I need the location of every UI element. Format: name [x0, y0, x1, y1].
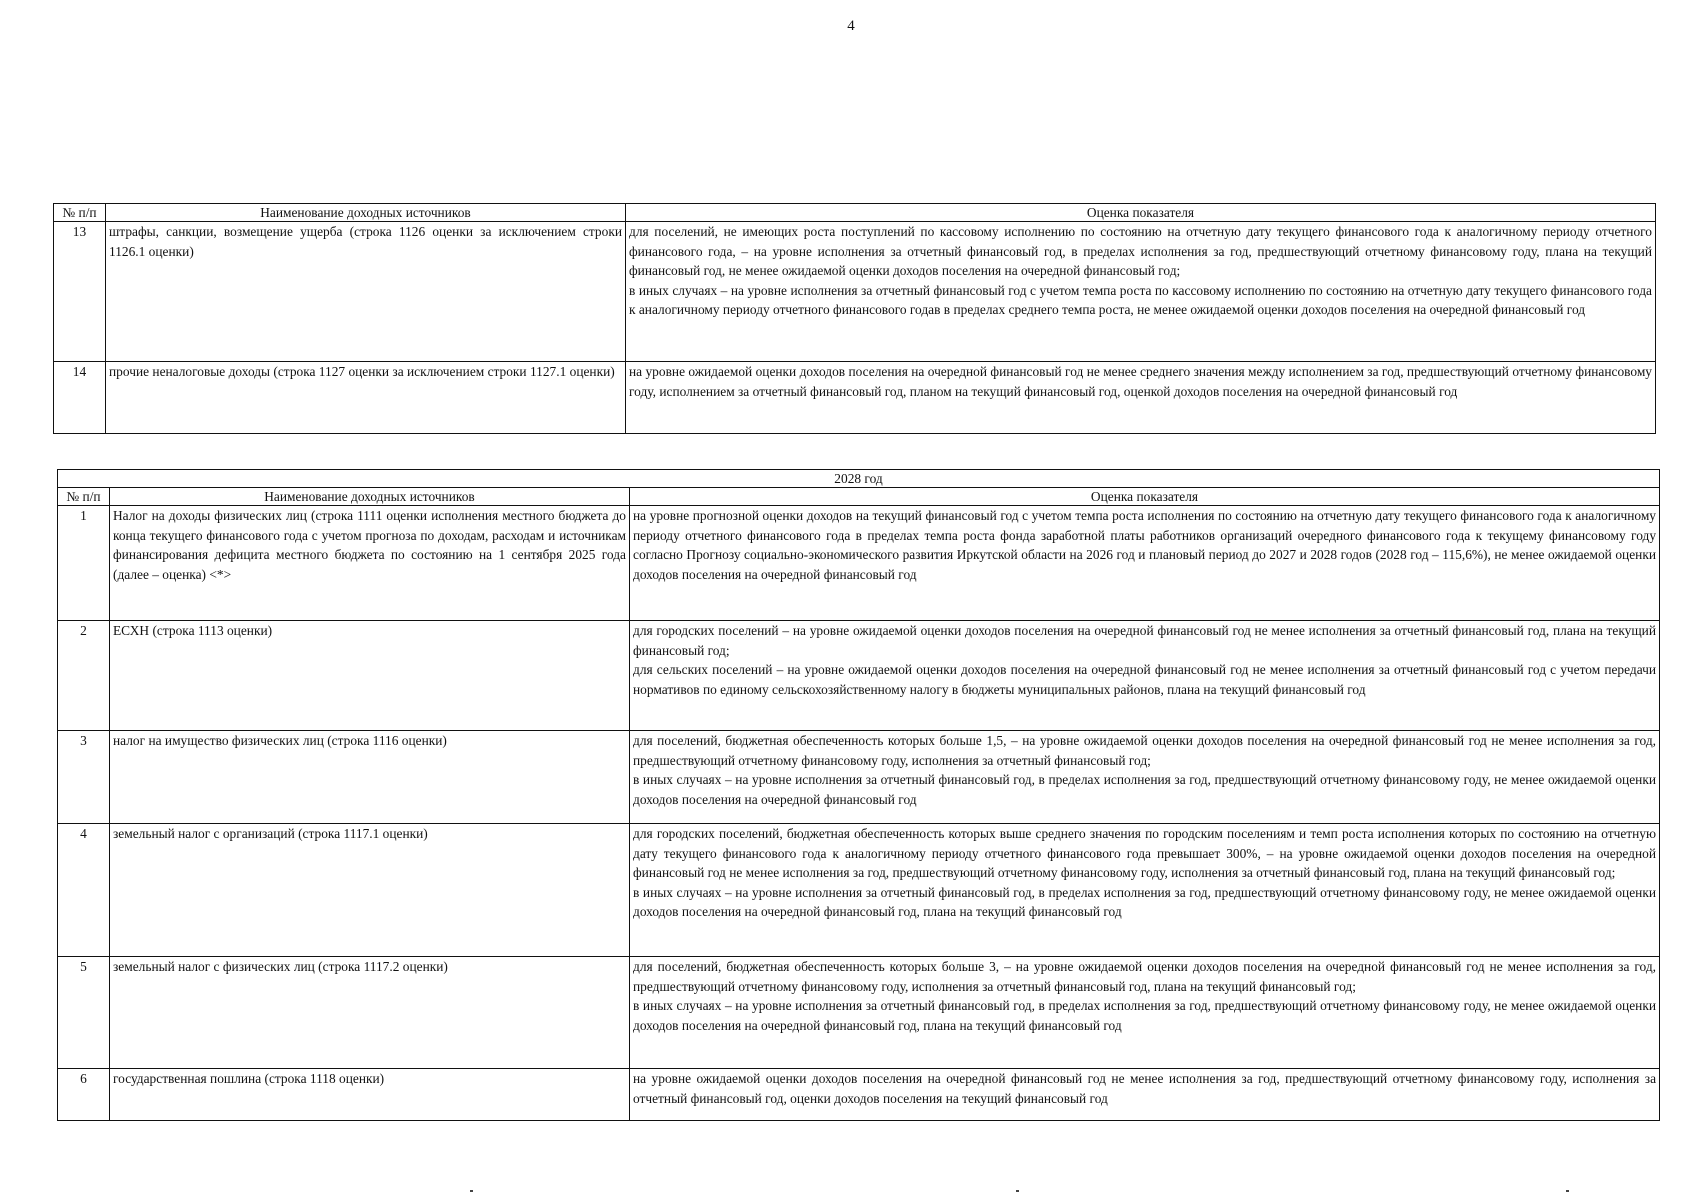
table-row	[58, 731, 1660, 824]
evaluation-paragraph: для сельских поселений – на уровне ожидаемой оценки доходов поселения на очередной финансовый год не менее исполнения за отчетный финансовый год с учетом передачи нормативов по единому сельскохозяйственному налогу в бюджеты муниципальных районов, плана на текущий финансовый год	[633, 662, 1657, 697]
revenue-source-name: штрафы, санкции, возмещение ущерба (строка 1126 оценки за исключением строки 1126.1 оценки)	[106, 222, 626, 362]
revenue-source-name: ЕСХН (строка 1113 оценки)	[110, 621, 630, 731]
evaluation-paragraph: на уровне прогнозной оценки доходов на текущий финансовый год с учетом темпа роста исполнения по состоянию на отчетную дату текущего финансового года к аналогичному периоду отчетного финансового года в пределах темпа роста фонда заработной платы работников организаций очередного финансового года к текущему финансовому году согласно Прогнозу социально-экономического развития Иркутской области на 2026 год и плановый период до 2027 и 2028 годов (2028 год – 115,6%), не менее ожидаемой оценки доходов поселения на очередной финансовый год	[633, 508, 1657, 582]
row-number: 13	[54, 222, 106, 362]
table-row	[54, 222, 1656, 362]
row-number: 2	[58, 621, 110, 731]
revenue-table-2028	[57, 469, 1660, 1121]
table-row	[58, 621, 1660, 731]
row-number: 4	[58, 824, 110, 957]
col-header-name: Наименование доходных источников	[110, 488, 630, 506]
evaluation-text	[630, 621, 1660, 731]
evaluation-paragraph: на уровне ожидаемой оценки доходов поселения на очередной финансовый год не менее среднего значения между исполнением за год, предшествующий отчетному финансовому году, исполнением за отчетный финансовый год, планом на текущий финансовый год, оценкой доходов поселения на очередной финансовый год	[629, 364, 1652, 399]
scan-artifact	[1016, 1190, 1019, 1192]
revenue-source-name: Налог на доходы физических лиц (строка 1111 оценки исполнения местного бюджета до конца текущего финансового года с учетом прогноза по доходам, расходам и источникам финансирования дефицита местного бюджета по состоянию на 1 сентября 2025 года (далее – оценка) <*>	[110, 506, 630, 621]
evaluation-paragraph: для городских поселений, бюджетная обеспеченность которых выше среднего значения по городским поселениям и темп роста исполнения которых по состоянию на отчетную дату текущего финансового года к аналогичному периоду отчетного финансового года превышает 300%, – на уровне ожидаемой оценки доходов поселения на очередной финансовый год не менее исполнения за год, предшествующий отчетному финансовому году, исполнения за отчетный финансовый год, плана на текущий финансовый год;	[633, 826, 1657, 880]
scan-artifact	[470, 1190, 473, 1192]
evaluation-text	[630, 506, 1660, 621]
table-row	[58, 506, 1660, 621]
table-row	[58, 957, 1660, 1069]
row-number: 5	[58, 957, 110, 1069]
evaluation-paragraph: для поселений, бюджетная обеспеченность которых больше 1,5, – на уровне ожидаемой оценки доходов поселения на очередной финансовый год не менее исполнения за год, предшествующий отчетному финансовому году, исполнения за отчетный финансовый год;	[633, 733, 1657, 768]
table-header-row	[54, 204, 1656, 222]
evaluation-paragraph: для городских поселений – на уровне ожидаемой оценки доходов поселения на очередной финансовый год не менее исполнения за отчетный финансовый год, плана на текущий финансовый год;	[633, 623, 1657, 658]
year-title: 2028 год	[58, 470, 1660, 488]
col-header-eval: Оценка показателя	[630, 488, 1660, 506]
evaluation-paragraph: на уровне ожидаемой оценки доходов поселения на очередной финансовый год не менее исполнения за год, предшествующий отчетному финансовому году, исполнения за отчетный финансовый год, оценки доходов поселения на текущий финансовый год	[633, 1071, 1657, 1106]
page-number: 4	[847, 18, 855, 34]
col-header-name: Наименование доходных источников	[106, 204, 626, 222]
revenue-source-name: прочие неналоговые доходы (строка 1127 оценки за исключением строки 1127.1 оценки)	[106, 362, 626, 434]
revenue-source-name: государственная пошлина (строка 1118 оценки)	[110, 1069, 630, 1121]
col-header-num: № п/п	[58, 488, 110, 506]
evaluation-paragraph: в иных случаях – на уровне исполнения за отчетный финансовый год, в пределах исполнения за год, предшествующий отчетному финансовому году, не менее ожидаемой оценки доходов поселения на очередной финансовый год, плана на текущий финансовый год	[633, 884, 1657, 919]
scan-artifact	[1566, 1190, 1569, 1192]
col-header-num: № п/п	[54, 204, 106, 222]
evaluation-paragraph: для поселений, не имеющих роста поступлений по кассовому исполнению по состоянию на отчетную дату текущего финансового года к аналогичному периоду отчетного финансового года, – на уровне исполнения за отчетный финансовый год, в пределах исполнения за год, предшествующий отчетному финансовому году, плана на текущий финансовый год, не менее ожидаемой оценки доходов поселения на очередной финансовый год;	[629, 224, 1652, 278]
evaluation-paragraph: в иных случаях – на уровне исполнения за отчетный финансовый год, в пределах исполнения за год, предшествующий отчетному финансовому году, не менее ожидаемой оценки доходов поселения на очередной финансовый год	[633, 772, 1657, 807]
row-number: 1	[58, 506, 110, 621]
evaluation-paragraph: в иных случаях – на уровне исполнения за отчетный финансовый год, в пределах исполнения за год, предшествующий отчетному финансовому году, не менее ожидаемой оценки доходов поселения на очередной финансовый год, плана на текущий финансовый год	[633, 998, 1657, 1033]
evaluation-text	[630, 731, 1660, 824]
table-row	[54, 362, 1656, 434]
evaluation-text	[630, 824, 1660, 957]
revenue-source-name: земельный налог с организаций (строка 1117.1 оценки)	[110, 824, 630, 957]
table-header-row	[58, 488, 1660, 506]
row-number: 14	[54, 362, 106, 434]
revenue-table-1	[53, 203, 1656, 434]
evaluation-paragraph: для поселений, бюджетная обеспеченность которых больше 3, – на уровне ожидаемой оценки доходов поселения на очередной финансовый год не менее исполнения за год, предшествующий отчетному финансовому году, исполнения за отчетный финансовый год, плана на текущий финансовый год;	[633, 959, 1657, 994]
year-header-row	[58, 470, 1660, 488]
evaluation-text	[626, 362, 1656, 434]
revenue-source-name: земельный налог с физических лиц (строка 1117.2 оценки)	[110, 957, 630, 1069]
revenue-source-name: налог на имущество физических лиц (строка 1116 оценки)	[110, 731, 630, 824]
col-header-eval: Оценка показателя	[626, 204, 1656, 222]
table-row	[58, 824, 1660, 957]
evaluation-text	[630, 957, 1660, 1069]
evaluation-text	[626, 222, 1656, 362]
row-number: 3	[58, 731, 110, 824]
row-number: 6	[58, 1069, 110, 1121]
evaluation-paragraph: в иных случаях – на уровне исполнения за отчетный финансовый год с учетом темпа роста по кассовому исполнению по состоянию на отчетную дату текущего финансового года к аналогичному периоду отчетного финансового годав в пределах среднего темпа роста, не менее ожидаемой оценки доходов поселения на очередной финансовый год	[629, 282, 1652, 317]
evaluation-text	[630, 1069, 1660, 1121]
table-row	[58, 1069, 1660, 1121]
